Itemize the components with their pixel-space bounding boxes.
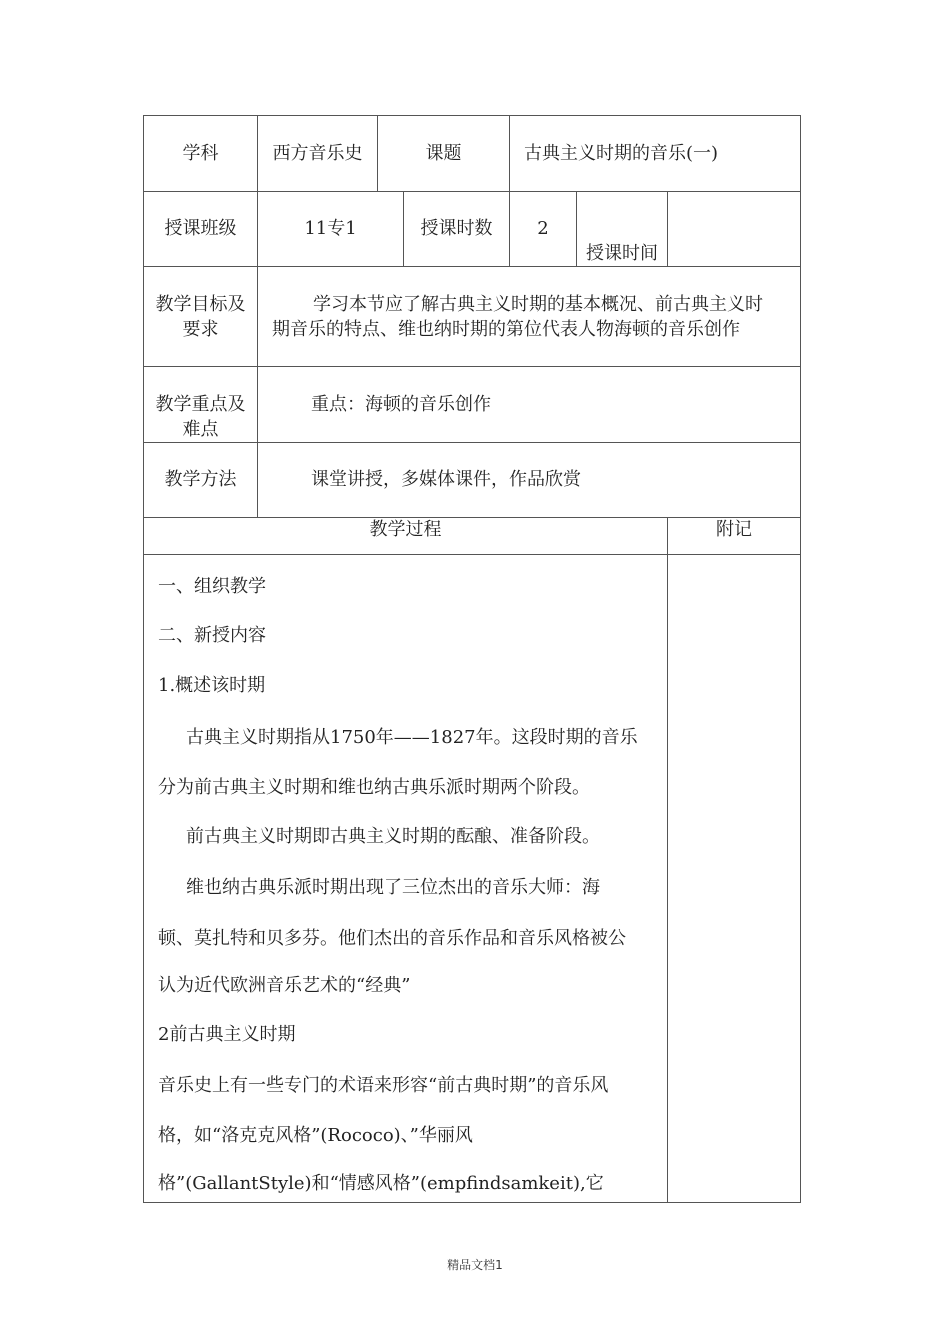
goals-label-line1: 教学目标及	[155, 294, 246, 315]
hours-label: 授课时数	[420, 218, 493, 239]
method-text: 课堂讲授，多媒体课件，作品欣赏	[311, 469, 581, 490]
class-value: 11专1	[304, 218, 357, 239]
process-line: 2前古典主义时期	[158, 1024, 296, 1045]
process-line: 古典主义时期指从1750年——1827年。这段时期的音乐	[186, 727, 638, 748]
process-line: 维也纳古典乐派时期出现了三位杰出的音乐大师：海	[186, 877, 600, 898]
time-label: 授课时间	[586, 243, 658, 264]
goals-label-line2: 要求	[182, 319, 219, 340]
table-col-divider	[509, 115, 510, 191]
subject-label: 学科	[182, 142, 219, 164]
process-line: 格”(GallantStyle)和“情感风格”(empfindsamkeit),它	[158, 1173, 604, 1194]
table-border-right	[800, 115, 801, 1203]
focus-label-line1: 教学重点及	[155, 394, 246, 415]
goals-text-line1: 学习本节应了解古典主义时期的基本概况、前古典主义时	[313, 294, 763, 315]
topic-label: 课题	[425, 142, 462, 164]
focus-label-line2: 难点	[182, 419, 219, 440]
focus-text: 重点：海顿的音乐创作	[311, 394, 491, 415]
notes-heading: 附记	[716, 519, 752, 540]
process-line: 1.概述该时期	[158, 675, 266, 696]
process-line: 格，如“洛克克风格”(Rococo)、”华丽风	[158, 1125, 473, 1146]
time-value	[668, 192, 800, 266]
process-heading: 教学过程	[369, 519, 442, 540]
table-row-divider	[143, 266, 801, 267]
process-line: 一、组织教学	[158, 576, 266, 597]
table-row-divider	[143, 554, 801, 555]
topic-value: 古典主义时期的音乐(一)	[524, 142, 719, 164]
table-row-divider	[143, 366, 801, 367]
table-border-bottom	[143, 1202, 801, 1203]
process-line: 认为近代欧洲音乐艺术的“经典”	[158, 975, 411, 996]
process-line: 顿、莫扎特和贝多芬。他们杰出的音乐作品和音乐风格被公	[158, 928, 626, 949]
page-footer: 精品文档1	[447, 1258, 503, 1272]
table-col-divider	[667, 517, 668, 1202]
process-line: 前古典主义时期即古典主义时期的酝酿、准备阶段。	[186, 826, 600, 847]
table-border-left	[143, 115, 144, 1203]
process-line: 音乐史上有一些专门的术语来形容“前古典时期”的音乐风	[158, 1075, 609, 1096]
hours-value: 2	[537, 218, 549, 239]
method-label: 教学方法	[164, 469, 237, 490]
process-line: 分为前古典主义时期和维也纳古典乐派时期两个阶段。	[158, 777, 590, 798]
class-label: 授课班级	[164, 218, 237, 239]
subject-value: 西方音乐史	[272, 142, 363, 164]
goals-text-line2: 期音乐的特点、维也纳时期的第位代表人物海顿的音乐创作	[272, 319, 740, 340]
process-line: 二、新授内容	[158, 625, 266, 646]
